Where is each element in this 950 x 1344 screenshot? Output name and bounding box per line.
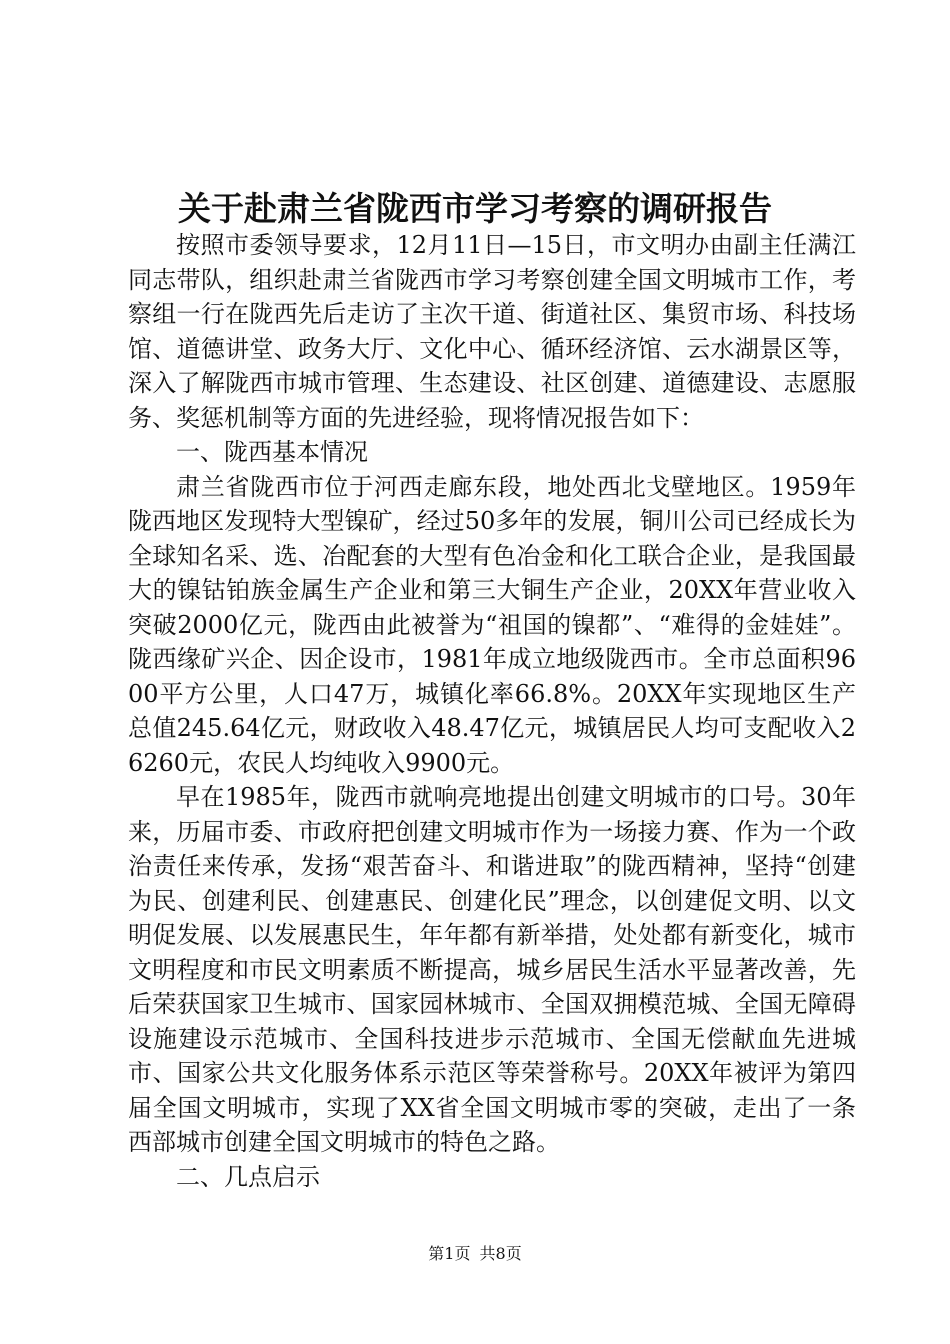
- section-heading-1: 一、陇西基本情况: [176, 438, 368, 466]
- document-body: [128, 228, 856, 1194]
- page-number: 第1页: [428, 1244, 471, 1263]
- history-paragraph: 早在1985年，陇西市就响亮地提出创建文明城市的口号。30年来，历届市委、市政府把创建文明城市作为一场接力赛、作为一个政治责任来传承，发扬“艰苦奋斗、和谐进取”的陇西精神，坚持“创建为民、创建利民、创建惠民、创建化民”理念，以创建促文明、以文明促发展、以发展惠民生，年年都有新举措，处处都有新变化，城市文明程度和市民文明素质不断提高，城乡居民生活水平显著改善，先后荣获国家卫生城市、国家园林城市、全国双拥模范城、全国无障碍设施建设示范城市、全国科技进步示范城市、全国无偿献血先进城市、国家公共文化服务体系示范区等荣誉称号。20XX年被评为第四届全国文明城市，实现了XX省全国文明城市零的突破，走出了一条西部城市创建全国文明城市的特色之路。: [128, 783, 856, 1156]
- section-heading-2: 二、几点启示: [176, 1162, 320, 1191]
- document-title: 关于赴肃兰省陇西市学习考察的调研报告: [178, 189, 772, 228]
- page-total: 共8页: [479, 1244, 522, 1263]
- page-footer: [0, 1244, 950, 1264]
- intro-paragraph: 按照市委领导要求，12月11日—15日，市文明办由副主任满江同志带队，组织赴肃兰省陇西市学习考察创建全国文明城市工作，考察组一行在陇西先后走访了主次干道、街道社区、集贸市场、科技场馆、道德讲堂、政务大厅、文化中心、循环经济馆、云水湖景区等，深入了解陇西市城市管理、生态建设、社区创建、道德建设、志愿服务、奖惩机制等方面的先进经验，现将情况报告如下：: [128, 231, 856, 432]
- basic-info-paragraph: 肃兰省陇西市位于河西走廊东段，地处西北戈壁地区。1959年陇西地区发现特大型镍矿，经过50多年的发展，铜川公司已经成长为全球知名采、选、冶配套的大型有色冶金和化工联合企业，是我国最大的镍钴铂族金属生产企业和第三大铜生产企业，20XX年营业收入突破2000亿元，陇西由此被誉为“祖国的镍都”、“难得的金娃娃”。陇西缘矿兴企、因企设市，1981年成立地级陇西市。全市总面积9600平方公里，人口47万，城镇化率66.8%。20XX年实现地区生产总值245.64亿元，财政收入48.47亿元，城镇居民人均可支配收入26260元，农民人均纯收入9900元。: [128, 472, 856, 777]
